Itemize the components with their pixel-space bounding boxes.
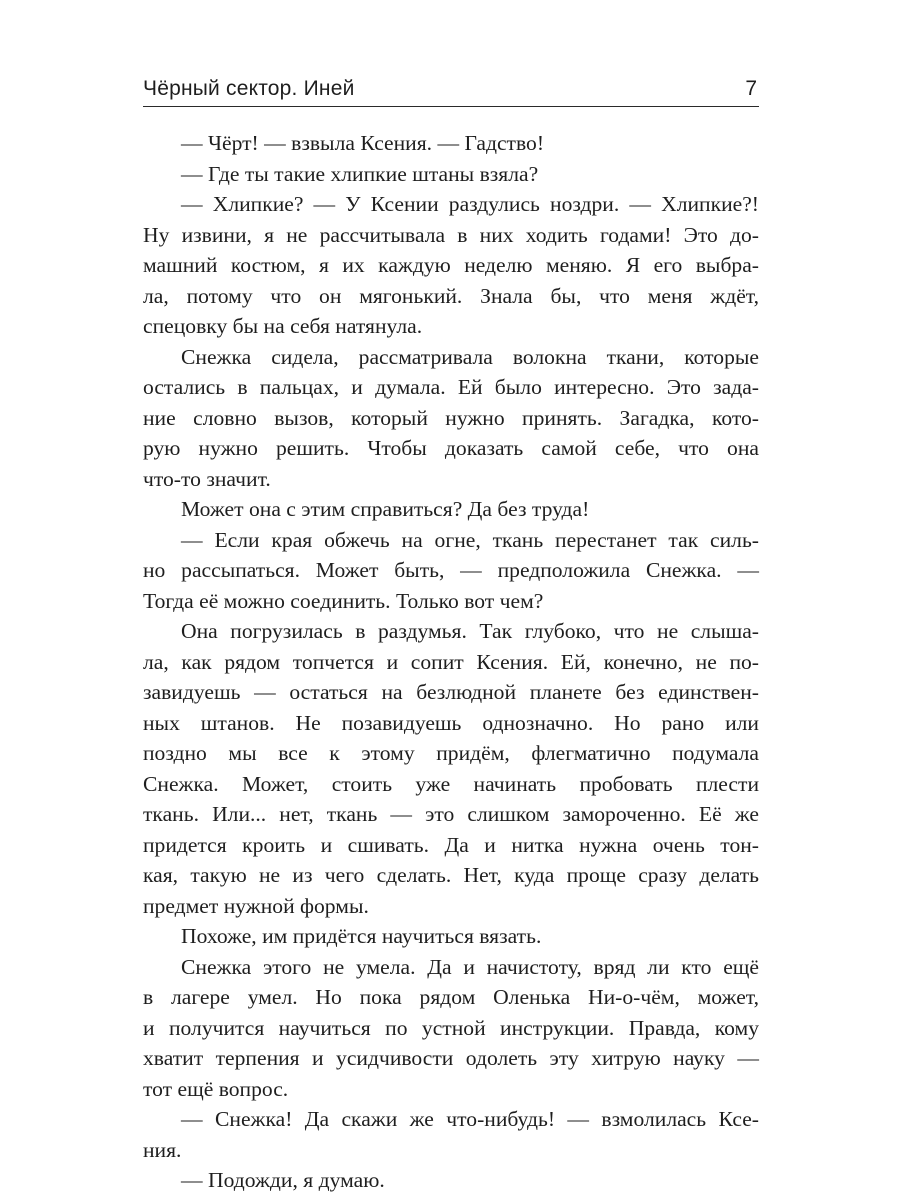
text-line: рую нужно решить. Чтобы доказать самой себе, что она — [143, 436, 759, 460]
text-line: предмет нужной формы. — [143, 893, 369, 918]
text-line: в лагере умел. Но пока рядом Оленька Ни-о-чём, может, — [143, 985, 759, 1009]
page-number: 7 — [745, 77, 757, 100]
text-line: спецовку бы на себя натянула. — [143, 314, 423, 338]
text-line: ния. — [143, 1137, 182, 1162]
text-line: — Подожди, я думаю. — [181, 1168, 385, 1192]
text-line: Может она с этим справиться? Да без труда! — [181, 497, 590, 521]
text-line: Тогда её можно соединить. Только вот чем? — [143, 588, 544, 613]
text-line: что-то значит. — [143, 466, 271, 491]
running-title: Чёрный сектор. Иней — [143, 77, 355, 100]
text-line: Похоже, им придётся научиться вязать. — [181, 924, 542, 948]
text-line: Снежка сидела, рассматривала волокна ткани, которые — [181, 344, 759, 369]
text-line: Снежка. Может, стоить уже начинать пробовать плести — [143, 771, 759, 796]
body-text — [143, 128, 759, 1196]
text-line: придется кроить и сшивать. Да и нитка нужна очень тон- — [143, 832, 759, 857]
text-line: Ну извини, я не рассчитывала в них ходить годами! Это до- — [143, 222, 759, 247]
text-line: — Где ты такие хлипкие штаны взяла? — [181, 161, 539, 186]
text-line: — Снежка! Да скажи же что-нибудь! — взмолилась Ксе- — [181, 1107, 759, 1131]
text-line: Снежка этого не умела. Да и начистоту, вряд ли кто ещё — [181, 954, 759, 979]
text-line: машний костюм, я их каждую неделю меняю. Я его выбра- — [143, 253, 759, 277]
text-line: ла, потому что он мягонький. Знала бы, что меня ждёт, — [143, 283, 759, 308]
text-line: и получится научиться по устной инструкции. Правда, кому — [143, 1015, 759, 1040]
text-line: ткань. Или... нет, ткань — это слишком замороченно. Её же — [143, 802, 759, 826]
text-line: — Если края обжечь на огне, ткань перестанет так силь- — [181, 527, 759, 552]
text-line: ла, как рядом топчется и сопит Ксения. Ей, конечно, не по- — [143, 649, 759, 674]
text-line: хватит терпения и усидчивости одолеть эту хитрую науку — — [143, 1046, 759, 1070]
text-line: — Чёрт! — взвыла Ксения. — Гадство! — [181, 131, 545, 155]
text-line: остались в пальцах, и думала. Ей было интересно. Это зада- — [143, 375, 759, 399]
text-line: Она погрузилась в раздумья. Так глубоко, что не слыша- — [181, 619, 759, 643]
text-line: но рассыпаться. Может быть, — предположила Снежка. — — [143, 558, 759, 582]
text-line: тот ещё вопрос. — [143, 1076, 289, 1101]
running-head — [143, 76, 759, 107]
text-line: поздно мы все к этому придём, флегматично подумала — [143, 741, 759, 765]
text-line: завидуешь — остаться на безлюдной планете без единствен- — [143, 680, 759, 704]
text-line: ние словно вызов, который нужно принять. Загадка, кото- — [143, 405, 759, 430]
text-line: — Хлипкие? — У Ксении раздулись ноздри. — Хлипкие?! — [181, 192, 759, 216]
text-line: ных штанов. Не позавидуешь однозначно. Но рано или — [143, 710, 759, 735]
text-line: кая, такую не из чего сделать. Нет, куда проще сразу делать — [143, 863, 759, 887]
